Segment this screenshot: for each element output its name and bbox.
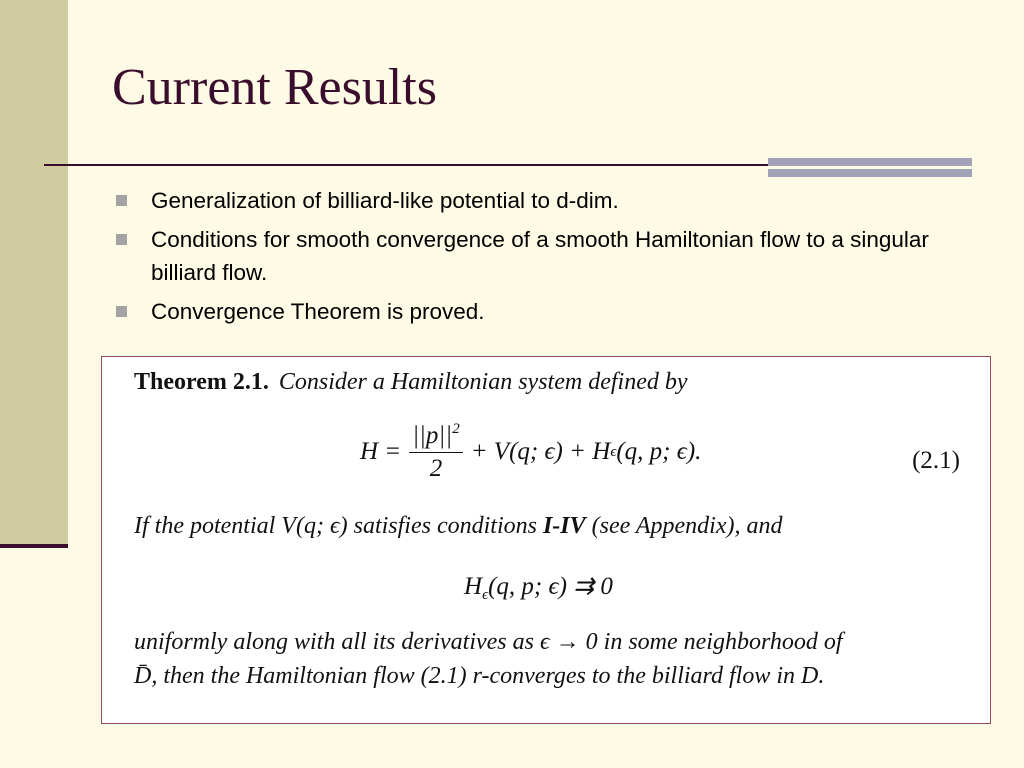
bullet-item (114, 295, 994, 328)
bullet-text: Conditions for smooth convergence of a smooth Hamiltonian flow to a singular billiard flow. (151, 227, 929, 285)
condition-post: (see Appendix), and (591, 513, 783, 539)
bullet-text: Generalization of billiard-like potential to d-dim. (151, 188, 619, 213)
bullet-square-icon (116, 195, 127, 206)
equation-number: (2.1) (912, 447, 960, 474)
theorem-image (101, 356, 991, 724)
condition-bold: I-IV (542, 513, 586, 539)
condition-line (134, 513, 782, 540)
hamiltonian-equation (360, 421, 701, 483)
eq2-main: H (464, 573, 483, 600)
eq1-denominator: 2 (429, 455, 443, 482)
bullet-text: Convergence Theorem is proved. (151, 299, 485, 324)
eq1-rhs: + V(q; ϵ) + H (470, 438, 611, 465)
slide-title: Current Results (112, 59, 437, 116)
bullet-square-icon (116, 234, 127, 245)
bullet-item (114, 184, 994, 217)
theorem-heading: Theorem 2.1. (134, 369, 269, 395)
conclusion-line-2: D̄, then the Hamiltonian flow (2.1) r-converges to the billiard flow in D. (134, 663, 825, 689)
bullet-list (114, 184, 994, 334)
bullet-square-icon (116, 306, 127, 317)
eq1-lhs: H = (360, 438, 402, 465)
eq1-numerator-exp: 2 (452, 421, 460, 437)
eq1-rhs-sub: ϵ (610, 443, 617, 460)
eq2-tail: (q, p; ϵ) ⇉ 0 (488, 573, 613, 600)
eq1-rhs-tail: (q, p; ϵ). (616, 438, 702, 465)
theorem-intro: Consider a Hamiltonian system defined by (278, 369, 688, 395)
theorem-statement-line (134, 369, 688, 396)
condition-pre: If the potential V(q; ϵ) satisfies conditions (134, 513, 537, 539)
eq1-numerator: ||p|| (412, 422, 453, 449)
eq1-fraction (409, 421, 463, 483)
title-divider (44, 164, 768, 166)
side-decor-rule (0, 544, 68, 548)
accent-divider (768, 158, 972, 178)
bullet-item (114, 223, 994, 289)
conclusion-line-1: uniformly along with all its derivatives as ϵ → 0 in some neighborhood of (134, 629, 843, 655)
eq2-sub: ϵ (482, 587, 489, 603)
side-decor-bar (0, 0, 68, 546)
convergence-equation (464, 571, 613, 604)
